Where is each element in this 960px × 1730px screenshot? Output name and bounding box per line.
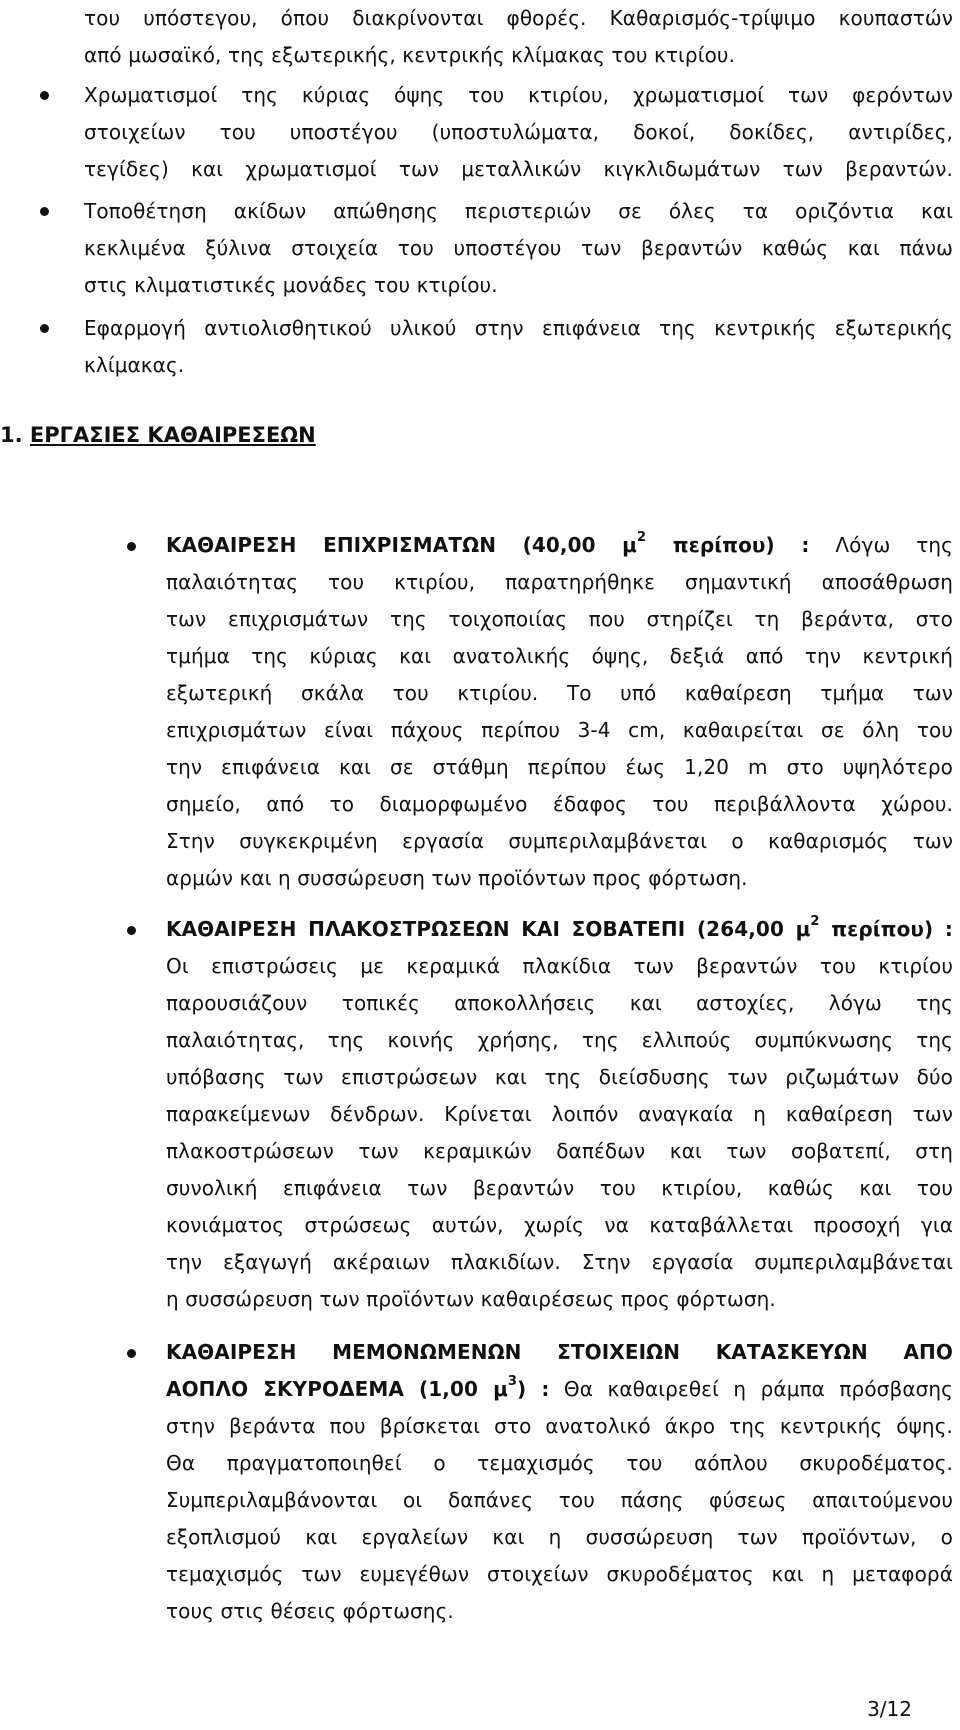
unit-exponent: 3: [507, 1374, 518, 1390]
text-line: κονιάματος στρώσεως αυτών, χωρίς να καταβάλλεται προσοχή για: [166, 1213, 953, 1237]
bullet-item-spikes: [84, 193, 953, 304]
top-continuation: [84, 0, 953, 74]
work-heading-suffix: ) :: [517, 1377, 550, 1401]
text-line: από μωσαϊκό, της εξωτερικής, κεντρικής κλίμακας του κτιρίου.: [84, 43, 736, 67]
text-line: τμήμα της κύριας και ανατολικής όψης, δεξιά από την κεντρική: [166, 644, 953, 668]
bullet-icon: [127, 1349, 136, 1358]
work-heading: ΚΑΘΑΙΡΕΣΗ ΜΕΜΟΝΩΜΕΝΩΝ ΣΤΟΙΧΕΙΩΝ ΚΑΤΑΣΚΕΥΩΝ ΑΠΟ: [166, 1340, 953, 1364]
text-line: Χρωματισμοί της κύριας όψης του κτιρίου, χρωματισμοί των φερόντων: [84, 83, 953, 107]
bullet-icon: [40, 207, 49, 216]
bullet-item-antislip: [84, 310, 953, 384]
work-text-start: Θα καθαιρεθεί η ράμπα πρόσβασης: [549, 1377, 953, 1401]
text-line: η συσσώρευση των προϊόντων καθαιρέσεως προς φόρτωση.: [166, 1287, 776, 1311]
text-line: παλαιότητας του κτιρίου, παρατηρήθηκε σημαντική αποσάθρωση: [166, 570, 953, 594]
text-line: στοιχείων του υποστέγου (υποστυλώματα, δοκοί, δοκίδες, αντιρίδες,: [84, 120, 953, 144]
text-line: στις κλιματιστικές μονάδες του κτιρίου.: [84, 273, 498, 297]
work-heading-line: [166, 911, 953, 948]
text-line: Τοποθέτηση ακίδων απώθησης περιστεριών σε όλες τα οριζόντια και: [84, 199, 953, 223]
text-line: σημείο, από το διαμορφωμένο έδαφος του περιβάλλοντα χώρου.: [166, 792, 953, 816]
text-line: Συμπεριλαμβάνονται οι δαπάνες του πάσης φύσεως απαιτούμενου: [166, 1488, 953, 1512]
work-heading: ΚΑΘΑΙΡΕΣΗ ΠΛΑΚΟΣΤΡΩΣΕΩΝ ΚΑΙ ΣΟΒΑΤΕΠΙ (264,00 μ: [166, 917, 811, 941]
section-heading: [0, 423, 316, 447]
text-line: εξωτερική σκάλα του κτιρίου. Το υπό καθαίρεση τμήμα των: [166, 681, 953, 705]
text-line: Θα πραγματοποιηθεί ο τεμαχισμός του αόπλου σκυροδέματος.: [166, 1451, 953, 1475]
work-item-tiling-demolition: [166, 911, 953, 1318]
bullet-icon: [127, 926, 136, 935]
text-line: αρμών και η συσσώρευση των προϊόντων προς φόρτωση.: [166, 866, 748, 890]
work-heading-line: [166, 1371, 953, 1408]
work-item-concrete-demolition: [166, 1334, 953, 1630]
text-line: παρακείμενων δένδρων. Κρίνεται λοιπόν αναγκαία η καθαίρεση των: [166, 1102, 953, 1126]
bullet-item-colorings: [84, 77, 953, 188]
text-line: του υπόστεγου, όπου διακρίνονται φθορές. Καθαρισμός-τρίψιμο κουπαστών: [84, 6, 953, 30]
work-heading: ΑΟΠΛΟ ΣΚΥΡΟΔΕΜΑ (1,00 μ: [166, 1377, 508, 1401]
work-heading-suffix: περίπου) :: [819, 917, 953, 941]
work-heading-suffix: περίπου) :: [646, 533, 810, 557]
text-line: επιχρισμάτων είναι πάχους περίπου 3-4 cm, καθαιρείται σε όλη του: [166, 718, 953, 742]
text-line: κεκλιμένα ξύλινα στοιχεία του υποστέγου των βεραντών καθώς και πάνω: [84, 236, 953, 260]
text-line: τεγίδες) και χρωματισμοί των μεταλλικών κιγκλιδωμάτων των βεραντών.: [84, 157, 953, 181]
text-line: παλαιότητας, της κοινής χρήσης, της ελλιπούς συμπύκνωσης της: [166, 1028, 953, 1052]
work-heading-line: [166, 527, 953, 564]
section-number: 1.: [0, 423, 23, 447]
text-line: την εξαγωγή ακέραιων πλακιδίων. Στην εργασία συμπεριλαμβάνεται: [166, 1250, 953, 1274]
work-text-start: Λόγω της: [809, 533, 953, 557]
text-line: Στην συγκεκριμένη εργασία συμπεριλαμβάνεται ο καθαρισμός των: [166, 829, 953, 853]
text-line: τεμαχισμός των ευμεγέθων στοιχείων σκυροδέματος και η μεταφορά: [166, 1562, 953, 1586]
bullet-icon: [40, 324, 49, 333]
text-line: συνολική επιφάνεια των βεραντών του κτιρίου, καθώς και του: [166, 1176, 953, 1200]
page-number: 3/12: [867, 1697, 912, 1721]
text-line: την επιφάνεια και σε στάθμη περίπου έως 1,20 m στο υψηλότερο: [166, 755, 953, 779]
work-heading: ΚΑΘΑΙΡΕΣΗ ΕΠΙΧΡΙΣΜΑΤΩΝ (40,00 μ: [166, 533, 637, 557]
text-line: στην βεράντα που βρίσκεται στο ανατολικό άκρο της κεντρικής όψης.: [166, 1414, 953, 1438]
text-line: εξοπλισμού και εργαλείων και η συσσώρευση των προϊόντων, ο: [166, 1525, 953, 1549]
text-line: κλίμακας.: [84, 353, 185, 377]
bullet-icon: [40, 91, 49, 100]
section-title: ΕΡΓΑΣΙΕΣ ΚΑΘΑΙΡΕΣΕΩΝ: [29, 423, 316, 447]
text-line: τους στις θέσεις φόρτωσης.: [166, 1599, 454, 1623]
unit-exponent: 2: [637, 530, 647, 546]
text-line: πλακοστρώσεων των κεραμικών δαπέδων και των σοβατεπί, στη: [166, 1139, 953, 1163]
text-line: των επιχρισμάτων της τοιχοποιίας που στηρίζει τη βεράντα, στο: [166, 607, 953, 631]
work-item-plaster-demolition: [166, 527, 953, 897]
bullet-icon: [127, 542, 136, 551]
text-line: παρουσιάζουν τοπικές αποκολλήσεις και αστοχίες, λόγω της: [166, 991, 953, 1015]
unit-exponent: 2: [810, 914, 820, 930]
text-line: Οι επιστρώσεις με κεραμικά πλακίδια των βεραντών του κτιρίου: [166, 954, 953, 978]
text-line: Εφαρμογή αντιολισθητικού υλικού στην επιφάνεια της κεντρικής εξωτερικής: [84, 316, 953, 340]
text-line: υπόβασης των επιστρώσεων και της διείσδυσης των ριζωμάτων δύο: [166, 1065, 953, 1089]
